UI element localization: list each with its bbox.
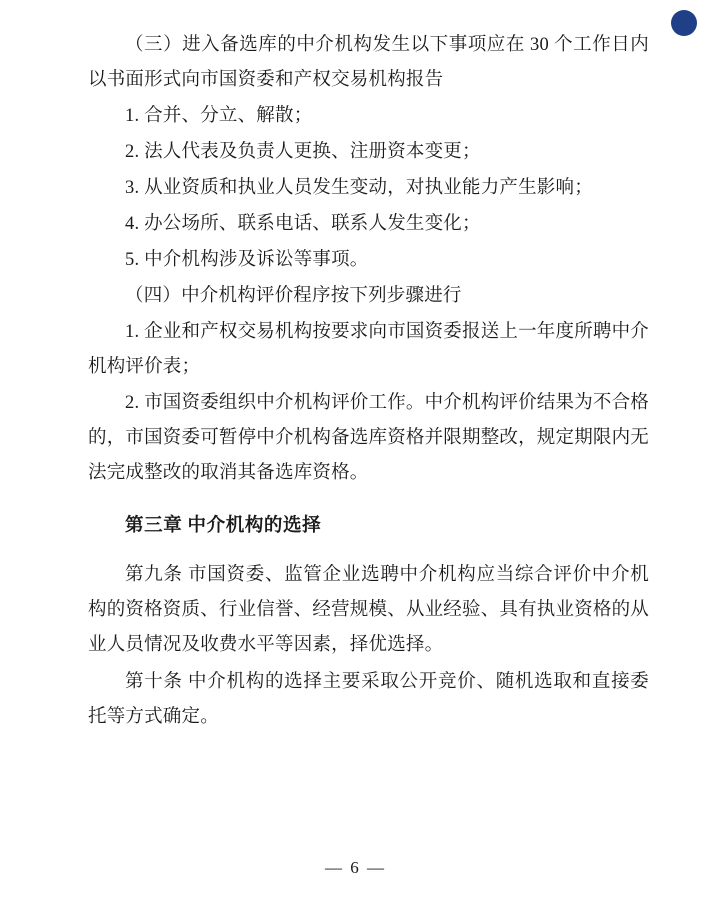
list-item-3: 3. 从业资质和执业人员发生变动，对执业能力产生影响； [125,178,593,198]
list-item-2: 2. 法人代表及负责人更换、注册资本变更； [125,142,481,162]
step-item-1: 1. 企业和产权交易机构按要求向市国资委报送上一年度所聘中介机构评价表； [88,322,650,377]
paragraph-three-intro: （三）进入备选库的中介机构发生以下事项应在 30 个工作日内以书面形式向市国资委和产权交易机构报告 [88,35,649,90]
footer-dash-right: — [367,858,386,877]
list-item-1: 1. 合并、分立、解散； [125,106,313,126]
footer-dash-left: — [325,858,344,877]
page-footer [0,858,711,878]
list-item-5: 5. 中介机构涉及诉讼等事项。 [125,250,369,270]
article-nine: 第九条 市国资委、监管企业选聘中介机构应当综合评价中介机构的资格资质、行业信誉、经营规模、从业经验、具有执业资格的从业人员情况及收费水平等因素，择优选择。 [88,565,650,655]
list-item-4: 4. 办公场所、联系电话、联系人发生变化； [125,214,481,234]
chapter-heading: 第三章 中介机构的选择 [125,516,322,536]
page-number: 6 [350,858,361,877]
paragraph-four-intro: （四）中介机构评价程序按下列步骤进行 [125,286,462,306]
page-corner-badge [671,10,697,36]
article-ten: 第十条 中介机构的选择主要采取公开竞价、随机选取和直接委托等方式确定。 [88,672,649,727]
step-item-2: 2. 市国资委组织中介机构评价工作。中介机构评价结果为不合格的，市国资委可暂停中介机构备选库资格并限期整改，规定期限内无法完成整改的取消其备选库资格。 [88,393,650,483]
